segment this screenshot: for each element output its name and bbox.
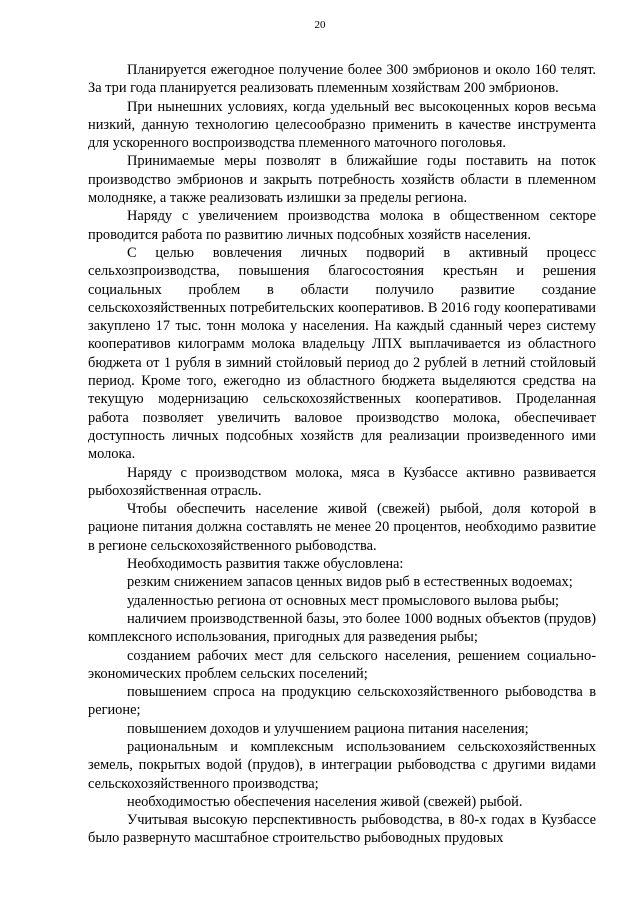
paragraph: При нынешних условиях, когда удельный вес высокоценных коров весьма низкий, данную технологию целесообразно применить в качестве инструмента для ускоренного воспроизводства племенного маточного поголовья. [88, 98, 596, 152]
list-item: повышением доходов и улучшением рациона питания населения; [127, 720, 529, 737]
list-item: рациональным и комплексным использованием сельскохозяйственных земель, покрытых водой (прудов), в интеграции рыбоводства с другими видами сельскохозяйственного производства; [88, 738, 596, 792]
list-item: удаленностью региона от основных мест промыслового вылова рыбы; [127, 592, 559, 609]
page-number: 20 [314, 19, 326, 31]
list-item: резким снижением запасов ценных видов рыб в естественных водоемах; [127, 574, 573, 591]
paragraph: Принимаемые меры позволят в ближайшие годы поставить на поток производство эмбрионов и закрыть потребность хозяйств области в племенном молодняке, а также реализовать излишки за пределы региона. [88, 153, 596, 207]
list-item: наличием производственной базы, это более 1000 водных объектов (прудов) комплексного использования, пригодных для разведения рыбы; [88, 610, 596, 646]
paragraph: Планируется ежегодное получение более 300 эмбрионов и около 160 телят. За три года планируется реализовать племенным хозяйствам 200 эмбрионов. [88, 62, 596, 97]
paragraph: С целью вовлечения личных подворий в активный процесс сельхозпроизводства, повышения благосостояния крестьян и решения социальных проблем в области получило развитие создание сельскохозяйственных потребительских кооперативов. В 2016 году кооперативами закуплено 17 тыс. тонн молока у населения. На каждый сданный через систему кооперативов килограмм молока владельцу ЛПХ выплачивается из областного бюджета от 1 рубля в зимний стойловый период до 2 рублей в летний стойловый период. Кроме того, ежегодно из областного бюджета выделяются средства на текущую модернизацию сельскохозяйственных кооперативов. Проделанная работа позволяет увеличить валовое производство молока, обеспечивает доступность личных подсобных хозяйств для реализации произведенного ими молока. [88, 244, 596, 463]
body-text [88, 61, 596, 848]
list-item: повышением спроса на продукцию сельскохозяйственного рыбоводства в регионе; [88, 684, 596, 719]
paragraph: Учитывая высокую перспективность рыбоводства, в 80-х годах в Кузбассе было развернуто масштабное строительство рыбоводных прудовых [88, 812, 596, 847]
list-item: необходимостью обеспечения населения живой (свежей) рыбой. [127, 793, 523, 810]
paragraph: Чтобы обеспечить население живой (свежей) рыбой, доля которой в рационе питания должна составлять не менее 20 процентов, необходимо развитие в регионе сельскохозяйственного рыбоводства. [88, 501, 596, 554]
paragraph: Необходимость развития также обусловлена: [127, 556, 404, 573]
list-item: созданием рабочих мест для сельского населения, решением социально-экономических проблем сельских поселений; [88, 647, 596, 682]
paragraph: Наряду с увеличением производства молока в общественном секторе проводится работа по развитию личных подсобных хозяйств населения. [88, 208, 596, 243]
paragraph: Наряду с производством молока, мяса в Кузбассе активно развивается рыбохозяйственная отрасль. [88, 464, 596, 499]
